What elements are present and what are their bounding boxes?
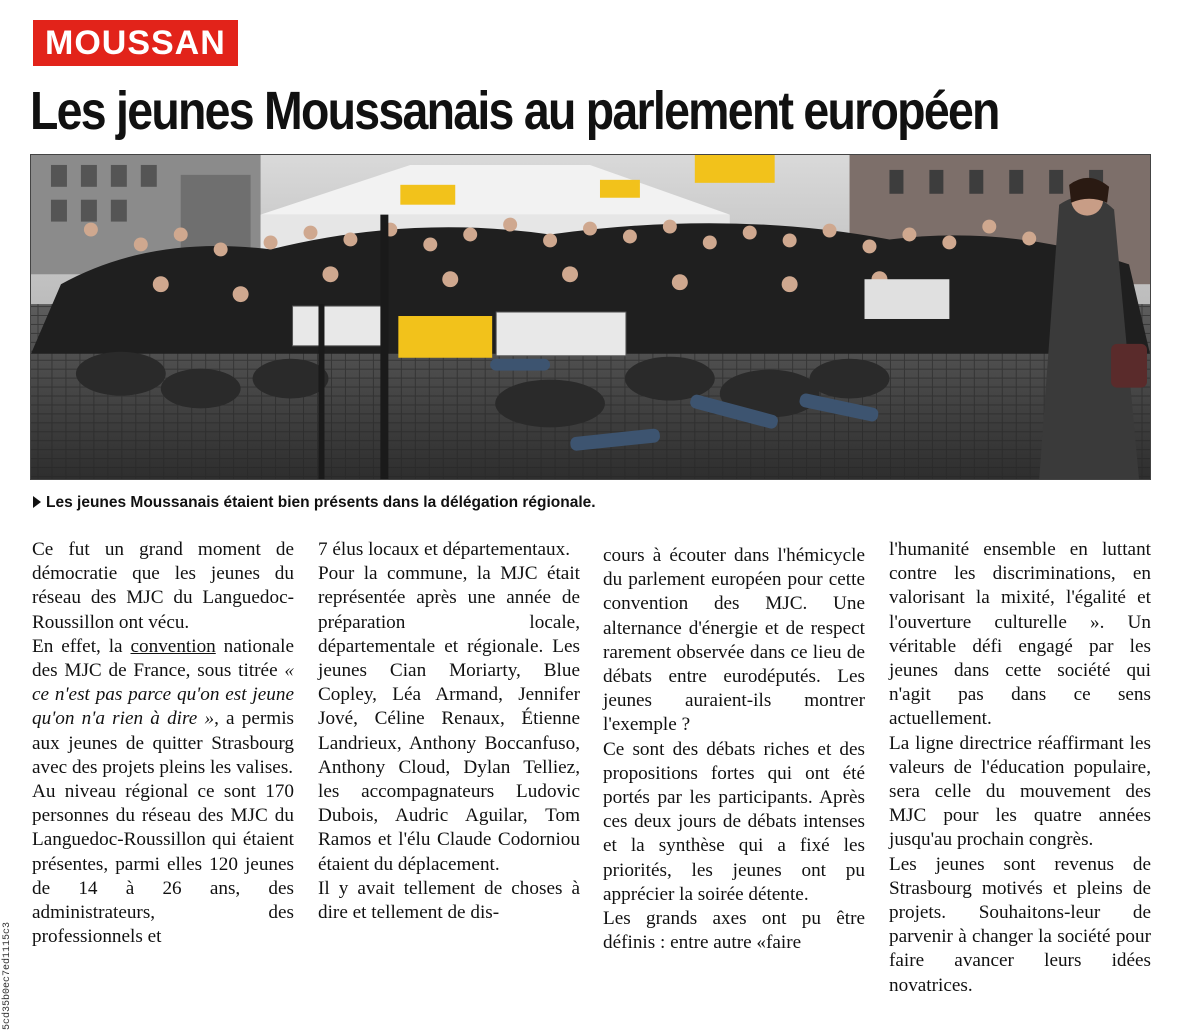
- article-column-2: [318, 538, 580, 925]
- convention-link[interactable]: convention: [130, 635, 216, 657]
- text-run: En effet, la: [32, 635, 131, 657]
- paragraph: Ce sont des débats riches et des propositions fortes qui ont été portés par les participants. Après ces deux jours de débats intenses et la synthèse qui a fixé les priorités, les jeunes ont pu apprécier la soirée détente.: [603, 738, 865, 905]
- article-column-4: [889, 538, 1151, 998]
- group-photo-illustration: [31, 155, 1150, 479]
- text-run: , a permis aux jeunes de quitter Strasbourg avec des projets pleins les valises.: [32, 708, 294, 778]
- paragraph: cours à écouter dans l'hémicycle du parlement européen pour cette convention des MJC. Une alternance d'énergie et de respect rarement observée dans ce lieu de débats entre eurodéputés. Les jeunes auraient-ils montrer l'exemple ?: [603, 545, 865, 736]
- paragraph: [32, 635, 294, 780]
- paragraph: 7 élus locaux et départementaux.: [318, 539, 571, 560]
- side-code: 5cd35b0ec7ed1115c3: [2, 921, 13, 1030]
- caption-arrow-icon: [33, 496, 41, 508]
- protest-sign-center: [496, 312, 626, 356]
- paragraph: Il y avait tellement de choses à dire et tellement de dis-: [318, 877, 580, 924]
- section-tag: MOUSSAN: [33, 20, 238, 66]
- paragraph: Pour la commune, la MJC était représentée après une année de préparation locale, départementale et régionale. Les jeunes Cian Moriarty, Blue Copley, Léa Armand, Jennifer Jové, Céline Renaux, Étienne Landrieux, Anthony Boccanfuso, Anthony Cloud, Dylan Telliez, les accompagnateurs Ludovic Dubois, Audric Aguilar, Tom Ramos et l'élu Claude Codorniou étaient du déplacement.: [318, 563, 580, 875]
- paragraph: Les jeunes sont revenus de Strasbourg motivés et pleins de projets. Souhaitons-leur de parvenir à changer la société pour faire avancer leurs idées novatrices.: [889, 853, 1151, 996]
- protest-sign-right: [865, 279, 950, 319]
- caption-text: Les jeunes Moussanais étaient bien présents dans la délégation régionale.: [46, 494, 596, 511]
- paragraph: La ligne directrice réaffirmant les valeurs de l'éducation populaire, sera celle du mouvement des MJC pour les quatre années jusqu'au prochain congrès.: [889, 732, 1151, 851]
- paragraph: l'humanité ensemble en luttant contre les discriminations, en valorisant la mixité, l'égalité et l'ouverture culturelle ». Un véritable défi engagé par les jeunes dans cette société qui n'agit pas dans ce sens actuellement.: [889, 539, 1151, 730]
- quote: « ce n'est pas parce qu'on est jeune qu'on n'a rien à dire »: [32, 660, 294, 730]
- photo-caption: [33, 493, 1153, 513]
- protest-sign-left: [293, 306, 387, 346]
- paragraph: Au niveau régional ce sont 170 personnes du réseau des MJC du Languedoc-Roussillon qui étaient présentes, parmi elles 120 jeunes de 14 à 26 ans, des administrateurs, des professionnels et: [32, 781, 294, 948]
- headline: Les jeunes Moussanais au parlement européen: [30, 81, 999, 141]
- yellow-banner: [398, 316, 492, 358]
- article-column-1: [32, 538, 294, 949]
- paragraph: Les grands axes ont pu être définis : entre autre «faire: [603, 908, 865, 954]
- text-run: nationale des MJC de France, sous titrée: [32, 635, 294, 682]
- article-column-3: [603, 544, 865, 955]
- article-photo: [30, 154, 1151, 480]
- paragraph: Ce fut un grand moment de démocratie que les jeunes du réseau des MJC du Languedoc-Roussillon ont vécu.: [32, 539, 294, 633]
